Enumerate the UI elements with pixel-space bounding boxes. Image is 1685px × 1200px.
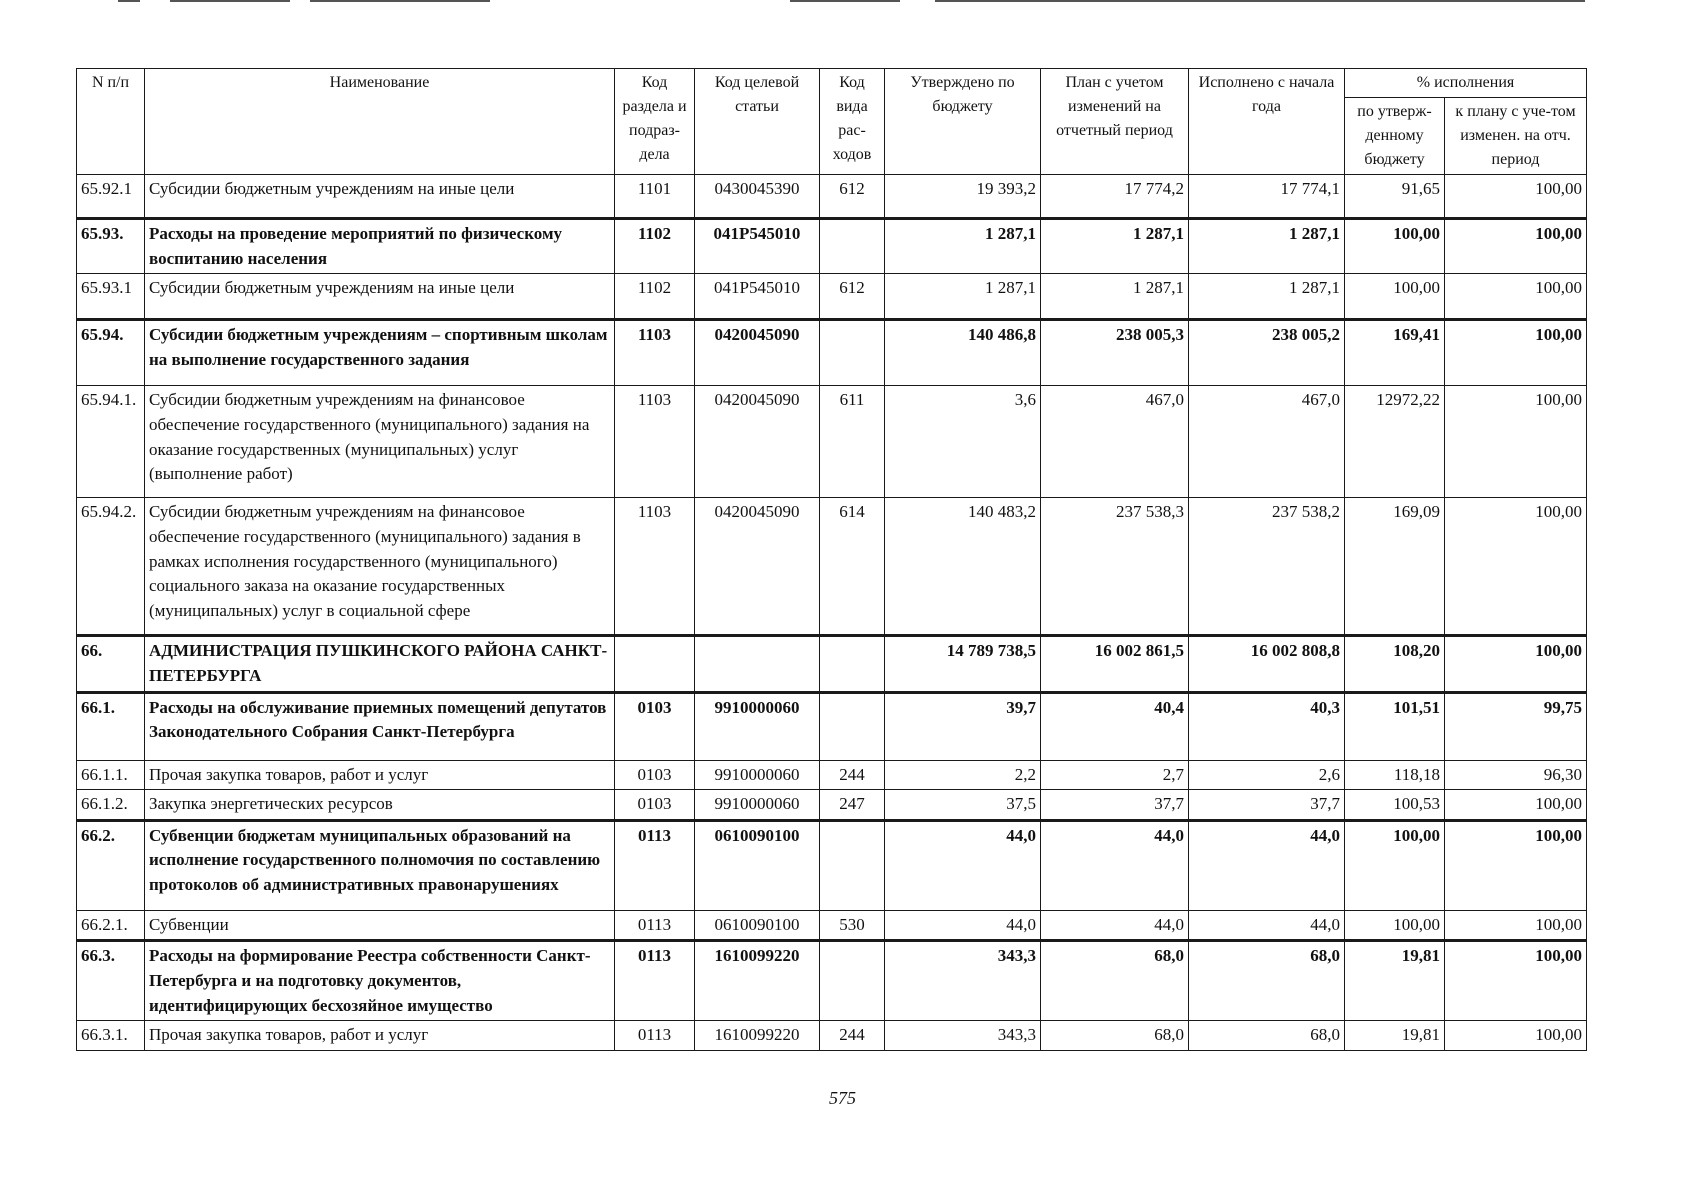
table-row: [77, 1021, 1587, 1051]
percent-plan: 100,00: [1445, 941, 1587, 1021]
target-code: 9910000060: [695, 760, 820, 790]
percent-plan: 100,00: [1445, 175, 1587, 219]
target-code: [695, 636, 820, 692]
percent-approved: 100,00: [1345, 219, 1445, 274]
executed-amount: 237 538,2: [1189, 498, 1345, 636]
budget-execution-table: [76, 68, 1587, 1051]
executed-amount: 44,0: [1189, 820, 1345, 910]
percent-plan: 100,00: [1445, 820, 1587, 910]
approved-amount: 3,6: [885, 386, 1041, 498]
section-code: 0113: [615, 910, 695, 941]
expense-type-code: [820, 320, 885, 386]
expense-type-code: [820, 941, 885, 1021]
row-number: 65.94.: [77, 320, 145, 386]
section-code: 1101: [615, 175, 695, 219]
target-code: 0420045090: [695, 386, 820, 498]
plan-amount: 17 774,2: [1041, 175, 1189, 219]
expense-type-code: 611: [820, 386, 885, 498]
scan-mark: [310, 0, 490, 2]
table-row: [77, 910, 1587, 941]
section-code: [615, 636, 695, 692]
percent-plan: 100,00: [1445, 910, 1587, 941]
approved-amount: 343,3: [885, 1021, 1041, 1051]
plan-amount: 237 538,3: [1041, 498, 1189, 636]
section-code: 0113: [615, 941, 695, 1021]
row-name: Субвенции: [145, 910, 615, 941]
section-code: 1103: [615, 386, 695, 498]
target-code: 0610090100: [695, 820, 820, 910]
expense-type-code: 612: [820, 175, 885, 219]
target-code: 0610090100: [695, 910, 820, 941]
percent-plan: 100,00: [1445, 320, 1587, 386]
row-number: 66.2.: [77, 820, 145, 910]
expense-type-code: 530: [820, 910, 885, 941]
header-expense-type-code: Код вида рас-ходов: [820, 69, 885, 175]
approved-amount: 19 393,2: [885, 175, 1041, 219]
section-code: 1102: [615, 219, 695, 274]
executed-amount: 68,0: [1189, 941, 1345, 1021]
percent-approved: 12972,22: [1345, 386, 1445, 498]
row-number: 65.94.2.: [77, 498, 145, 636]
row-number: 66.: [77, 636, 145, 692]
plan-amount: 16 002 861,5: [1041, 636, 1189, 692]
target-code: 0420045090: [695, 320, 820, 386]
approved-amount: 39,7: [885, 692, 1041, 760]
executed-amount: 467,0: [1189, 386, 1345, 498]
plan-amount: 1 287,1: [1041, 219, 1189, 274]
table-row: [77, 941, 1587, 1021]
target-code: 041P545010: [695, 219, 820, 274]
header-approved: Утверждено по бюджету: [885, 69, 1041, 175]
row-number: 65.93.: [77, 219, 145, 274]
header-name: Наименование: [145, 69, 615, 175]
row-number: 65.93.1: [77, 274, 145, 320]
executed-amount: 1 287,1: [1189, 219, 1345, 274]
row-number: 65.94.1.: [77, 386, 145, 498]
row-name: Субвенции бюджетам муниципальных образований на исполнение государственного полномочия по составлению протоколов об административных правонарушениях: [145, 820, 615, 910]
percent-plan: 100,00: [1445, 274, 1587, 320]
approved-amount: 140 486,8: [885, 320, 1041, 386]
plan-amount: 1 287,1: [1041, 274, 1189, 320]
row-name: Закупка энергетических ресурсов: [145, 790, 615, 821]
table-row: [77, 790, 1587, 821]
approved-amount: 140 483,2: [885, 498, 1041, 636]
percent-approved: 108,20: [1345, 636, 1445, 692]
page-number: 575: [829, 1088, 856, 1108]
header-percent-plan: к плану с уче-том изменен. на отч. период: [1445, 98, 1587, 175]
expense-type-code: [820, 820, 885, 910]
row-number: 66.1.2.: [77, 790, 145, 821]
section-code: 1102: [615, 274, 695, 320]
plan-amount: 40,4: [1041, 692, 1189, 760]
row-name: АДМИНИСТРАЦИЯ ПУШКИНСКОГО РАЙОНА САНКТ-ПЕТЕРБУРГА: [145, 636, 615, 692]
row-number: 66.1.1.: [77, 760, 145, 790]
row-number: 66.3.: [77, 941, 145, 1021]
percent-approved: 101,51: [1345, 692, 1445, 760]
header-number: N п/п: [77, 69, 145, 175]
target-code: 0420045090: [695, 498, 820, 636]
percent-approved: 169,41: [1345, 320, 1445, 386]
table-row: [77, 386, 1587, 498]
percent-approved: 19,81: [1345, 1021, 1445, 1051]
percent-plan: 100,00: [1445, 636, 1587, 692]
executed-amount: 2,6: [1189, 760, 1345, 790]
section-code: 0103: [615, 790, 695, 821]
header-plan: План с учетом изменений на отчетный период: [1041, 69, 1189, 175]
header-executed: Исполнено с начала года: [1189, 69, 1345, 175]
approved-amount: 2,2: [885, 760, 1041, 790]
section-code: 1103: [615, 320, 695, 386]
row-name: Субсидии бюджетным учреждениям на финансовое обеспечение государственного (муниципального) задания в рамках исполнения государственного (муниципального) социального заказа на оказание государственных (муниципальных) услуг в социальной сфере: [145, 498, 615, 636]
table-row: [77, 274, 1587, 320]
table-row: [77, 498, 1587, 636]
table-body: [77, 175, 1587, 1051]
percent-plan: 96,30: [1445, 760, 1587, 790]
percent-approved: 118,18: [1345, 760, 1445, 790]
executed-amount: 1 287,1: [1189, 274, 1345, 320]
expense-type-code: 612: [820, 274, 885, 320]
percent-plan: 100,00: [1445, 1021, 1587, 1051]
expense-type-code: 247: [820, 790, 885, 821]
executed-amount: 44,0: [1189, 910, 1345, 941]
target-code: 9910000060: [695, 790, 820, 821]
table-row: [77, 760, 1587, 790]
approved-amount: 14 789 738,5: [885, 636, 1041, 692]
row-name: Расходы на формирование Реестра собственности Санкт-Петербурга и на подготовку документов, идентифицирующих бесхозяйное имущество: [145, 941, 615, 1021]
executed-amount: 68,0: [1189, 1021, 1345, 1051]
row-number: 66.2.1.: [77, 910, 145, 941]
percent-plan: 100,00: [1445, 498, 1587, 636]
percent-approved: 169,09: [1345, 498, 1445, 636]
header-section-code: Код раздела и подраз-дела: [615, 69, 695, 175]
percent-plan: 100,00: [1445, 790, 1587, 821]
scan-mark: [170, 0, 290, 2]
percent-approved: 100,00: [1345, 910, 1445, 941]
executed-amount: 238 005,2: [1189, 320, 1345, 386]
target-code: 041P545010: [695, 274, 820, 320]
row-name: Субсидии бюджетным учреждениям – спортивным школам на выполнение государственного задания: [145, 320, 615, 386]
approved-amount: 37,5: [885, 790, 1041, 821]
approved-amount: 343,3: [885, 941, 1041, 1021]
plan-amount: 44,0: [1041, 910, 1189, 941]
scan-mark: [790, 0, 900, 2]
header-percent-approved: по утверж-денному бюджету: [1345, 98, 1445, 175]
percent-approved: 100,53: [1345, 790, 1445, 821]
row-number: 65.92.1: [77, 175, 145, 219]
row-name: Субсидии бюджетным учреждениям на иные цели: [145, 175, 615, 219]
scan-mark: [935, 0, 1585, 2]
approved-amount: 44,0: [885, 910, 1041, 941]
section-code: 1103: [615, 498, 695, 636]
section-code: 0113: [615, 820, 695, 910]
target-code: 9910000060: [695, 692, 820, 760]
plan-amount: 238 005,3: [1041, 320, 1189, 386]
plan-amount: 44,0: [1041, 820, 1189, 910]
table-row: [77, 219, 1587, 274]
plan-amount: 467,0: [1041, 386, 1189, 498]
expense-type-code: 244: [820, 1021, 885, 1051]
executed-amount: 37,7: [1189, 790, 1345, 821]
approved-amount: 1 287,1: [885, 274, 1041, 320]
section-code: 0103: [615, 760, 695, 790]
table-row: [77, 636, 1587, 692]
row-name: Расходы на проведение мероприятий по физическому воспитанию населения: [145, 219, 615, 274]
expense-type-code: [820, 692, 885, 760]
expense-type-code: [820, 219, 885, 274]
expense-type-code: 614: [820, 498, 885, 636]
percent-approved: 91,65: [1345, 175, 1445, 219]
table-row: [77, 320, 1587, 386]
executed-amount: 17 774,1: [1189, 175, 1345, 219]
section-code: 0103: [615, 692, 695, 760]
expense-type-code: 244: [820, 760, 885, 790]
table-row: [77, 820, 1587, 910]
executed-amount: 40,3: [1189, 692, 1345, 760]
row-name: Расходы на обслуживание приемных помещений депутатов Законодательного Собрания Санкт-Петербурга: [145, 692, 615, 760]
approved-amount: 44,0: [885, 820, 1041, 910]
table-row: [77, 175, 1587, 219]
table-row: [77, 692, 1587, 760]
row-number: 66.1.: [77, 692, 145, 760]
plan-amount: 68,0: [1041, 941, 1189, 1021]
percent-approved: 100,00: [1345, 820, 1445, 910]
percent-plan: 100,00: [1445, 386, 1587, 498]
percent-plan: 100,00: [1445, 219, 1587, 274]
section-code: 0113: [615, 1021, 695, 1051]
plan-amount: 68,0: [1041, 1021, 1189, 1051]
approved-amount: 1 287,1: [885, 219, 1041, 274]
scan-mark: [118, 0, 140, 2]
row-number: 66.3.1.: [77, 1021, 145, 1051]
table-header-row: [77, 69, 1587, 98]
row-name: Прочая закупка товаров, работ и услуг: [145, 1021, 615, 1051]
target-code: 1610099220: [695, 1021, 820, 1051]
executed-amount: 16 002 808,8: [1189, 636, 1345, 692]
header-target-code: Код целевой статьи: [695, 69, 820, 175]
expense-type-code: [820, 636, 885, 692]
header-percent-group: % исполнения: [1345, 69, 1587, 98]
percent-approved: 19,81: [1345, 941, 1445, 1021]
target-code: 0430045390: [695, 175, 820, 219]
plan-amount: 37,7: [1041, 790, 1189, 821]
row-name: Прочая закупка товаров, работ и услуг: [145, 760, 615, 790]
row-name: Субсидии бюджетным учреждениям на иные цели: [145, 274, 615, 320]
target-code: 1610099220: [695, 941, 820, 1021]
percent-plan: 99,75: [1445, 692, 1587, 760]
row-name: Субсидии бюджетным учреждениям на финансовое обеспечение государственного (муниципального) задания на оказание государственных (муниципальных) услуг (выполнение работ): [145, 386, 615, 498]
percent-approved: 100,00: [1345, 274, 1445, 320]
plan-amount: 2,7: [1041, 760, 1189, 790]
